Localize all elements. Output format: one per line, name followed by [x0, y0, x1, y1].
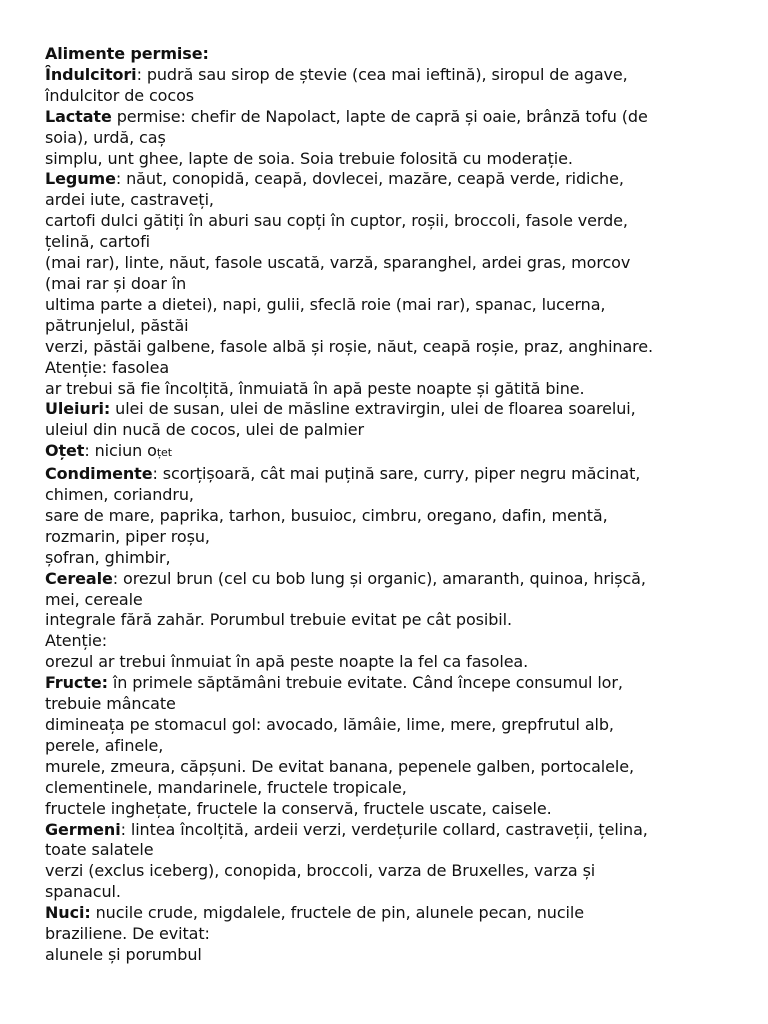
line-text: Atenție:: [45, 631, 108, 651]
text-line: [45, 337, 728, 358]
text-line: [45, 694, 728, 715]
text-line: [45, 924, 728, 945]
line-text: : lintea încolțită, ardeii verzi, verdețurile collard, castraveții, țelina,: [120, 819, 648, 839]
section-heading: Germeni: [45, 819, 121, 839]
text-line: [45, 840, 728, 861]
text-line: [45, 65, 728, 86]
text-line: [45, 673, 728, 694]
line-text: îndulcitor de cocos: [45, 85, 194, 105]
line-text: nucile crude, migdalele, fructele de pin, alunele pecan, nucile: [90, 903, 584, 923]
line-text: fructele inghețate, fructele la conservă, fructele uscate, caisele.: [45, 798, 552, 818]
line-text: braziliene. De evitat:: [45, 924, 210, 944]
line-text: perele, afinele,: [45, 735, 164, 755]
text-line: [45, 190, 728, 211]
text-line: [45, 569, 728, 590]
line-text: ultima parte a dietei), napi, gulii, sfeclă roie (mai rar), spanac, lucerna,: [45, 294, 606, 314]
text-line: [45, 44, 728, 65]
text-line: [45, 274, 728, 295]
section-heading: Alimente permise:: [45, 44, 209, 63]
text-line: [45, 211, 728, 232]
text-line: [45, 485, 728, 506]
text-line: [45, 441, 728, 464]
line-text: cartofi dulci gătiți în aburi sau copți în cuptor, roșii, broccoli, fasole verde,: [45, 211, 628, 231]
line-text: permise: chefir de Napolact, lapte de capră și oaie, brânză tofu (de: [111, 106, 648, 126]
line-text: (mai rar), linte, năut, fasole uscată, varză, sparanghel, ardei gras, morcov: [45, 253, 631, 273]
section-heading: Oțet: [45, 441, 85, 461]
line-text: alunele și porumbul: [45, 944, 202, 964]
line-text: orezul ar trebui înmuiat în apă peste noapte la fel ca fasolea.: [45, 652, 529, 672]
text-line: [45, 861, 728, 882]
line-text: : pudră sau sirop de ștevie (cea mai ieftină), siropul de agave,: [136, 64, 628, 84]
text-line: [45, 232, 728, 253]
text-line: [45, 778, 728, 799]
text-line: [45, 86, 728, 107]
section-heading: Uleiuri:: [45, 399, 111, 419]
line-text: șofran, ghimbir,: [45, 547, 171, 567]
text-line: [45, 399, 728, 420]
text-line: [45, 631, 728, 652]
text-line: [45, 757, 728, 778]
line-text: sare de mare, paprika, tarhon, busuioc, cimbru, oregano, dafin, mentă,: [45, 505, 608, 525]
text-line: [45, 882, 728, 903]
text-line: [45, 820, 728, 841]
line-text: ar trebui să fie încolțită, înmuiată în apă peste noapte și gătită bine.: [45, 378, 585, 398]
section-heading: Condimente: [45, 464, 153, 484]
text-line: [45, 379, 728, 400]
line-text: ardei iute, castraveți,: [45, 190, 214, 210]
line-text: clementinele, mandarinele, fructele tropicale,: [45, 777, 407, 797]
text-line: [45, 506, 728, 527]
line-text: soia), urdă, caș: [45, 127, 166, 147]
line-text: chimen, coriandru,: [45, 485, 194, 505]
line-text: integrale fără zahăr. Porumbul trebuie evitat pe cât posibil.: [45, 610, 512, 630]
text-line: [45, 149, 728, 170]
small-text: țet: [156, 446, 172, 460]
text-line: [45, 736, 728, 757]
line-text: : niciun o: [84, 441, 157, 461]
line-text: simplu, unt ghee, lapte de soia. Soia trebuie folosită cu moderație.: [45, 148, 573, 168]
line-text: verzi (exclus iceberg), conopida, broccoli, varza de Bruxelles, varza și: [45, 861, 596, 881]
text-line: [45, 548, 728, 569]
line-text: dimineața pe stomacul gol: avocado, lămâie, lime, mere, grepfrutul alb,: [45, 715, 614, 734]
text-line: [45, 652, 728, 673]
section-heading: Cereale: [45, 568, 113, 588]
text-line: [45, 169, 728, 190]
text-line: [45, 610, 728, 631]
document-body: [45, 44, 728, 966]
text-line: [45, 464, 728, 485]
section-heading: Legume: [45, 169, 116, 189]
line-text: uleiul din nucă de cocos, ulei de palmier: [45, 420, 364, 440]
line-text: spanacul.: [45, 882, 121, 902]
text-line: [45, 316, 728, 337]
text-line: [45, 253, 728, 274]
line-text: în primele săptămâni trebuie evitate. Când începe consumul lor,: [107, 673, 623, 693]
line-text: Atenție: fasolea: [45, 357, 170, 377]
line-text: ulei de susan, ulei de măsline extravirgin, ulei de floarea soarelui,: [110, 399, 636, 419]
section-heading: Nuci:: [45, 903, 91, 923]
text-line: [45, 527, 728, 548]
line-text: mei, cereale: [45, 589, 143, 609]
line-text: pătrunjelul, păstăi: [45, 315, 189, 335]
text-line: [45, 903, 728, 924]
line-text: rozmarin, piper roșu,: [45, 526, 210, 546]
line-text: țelină, cartofi: [45, 232, 150, 252]
section-heading: Îndulcitori: [45, 64, 137, 84]
line-text: trebuie mâncate: [45, 694, 176, 714]
section-heading: Fructe:: [45, 673, 108, 693]
line-text: : scorțișoară, cât mai puțină sare, curry, piper negru măcinat,: [152, 464, 641, 484]
text-line: [45, 945, 728, 966]
text-line: [45, 590, 728, 611]
text-line: [45, 358, 728, 379]
line-text: : orezul brun (cel cu bob lung și organic), amaranth, quinoa, hrișcă,: [112, 568, 646, 588]
line-text: verzi, păstăi galbene, fasole albă și roșie, năut, ceapă roșie, praz, anghinare.: [45, 336, 654, 356]
text-line: [45, 715, 728, 736]
text-line: [45, 128, 728, 149]
line-text: toate salatele: [45, 840, 154, 860]
line-text: murele, zmeura, căpșuni. De evitat banana, pepenele galben, portocalele,: [45, 756, 634, 776]
text-line: [45, 799, 728, 820]
text-line: [45, 420, 728, 441]
line-text: (mai rar și doar în: [45, 273, 187, 293]
section-heading: Lactate: [45, 106, 112, 126]
text-line: [45, 295, 728, 316]
line-text: : năut, conopidă, ceapă, dovlecei, mazăre, ceapă verde, ridiche,: [115, 169, 624, 189]
text-line: [45, 107, 728, 128]
